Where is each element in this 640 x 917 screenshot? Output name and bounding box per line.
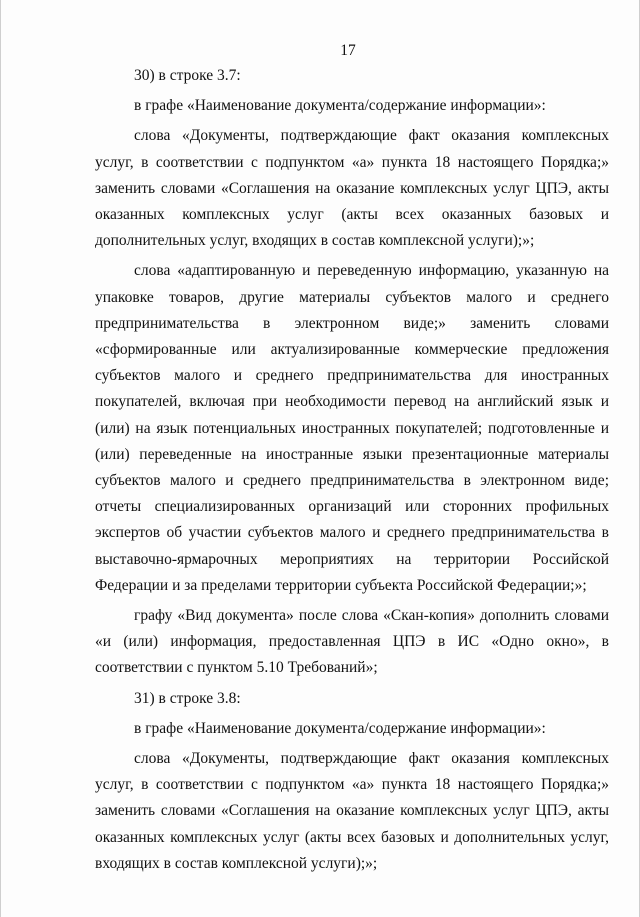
paragraph-item-30: 30) в строке 3.7:: [134, 67, 241, 84]
paragraph-replacement-3-7-b: слова «адаптированную и переведенную информацию, указанную на упаковке товаров, другие материалы субъектов малого и среднего предпринимательства в электронном виде;» заменить словами «сформированные или актуализированные коммерческие предложения субъектов малого и среднего предпринимательства для иностранных покупателей, включая при необходимости перевод на английский язык и (или) на язык потенциальных иностранных покупателей; подготовленные и (или) переведенные на иностранные языки презентационные материалы субъектов малого и среднего предпринимательства в электронном виде; отчеты специализированных организаций или сторонних профильных экспертов об участии субъектов малого и среднего предпринимательства в выставочно-ярмарочных мероприятиях на территории Российской Федерации и за пределами территории субъекта Российской Федерации;»;: [95, 262, 609, 594]
paragraph-replacement-3-7-a: слова «Документы, подтверждающие факт оказания комплексных услуг, в соответствии с подпунктом «а» пункта 18 настоящего Порядка;» заменить словами «Соглашения на оказание комплексных услуг ЦПЭ, акты оказанных комплексных услуг (акты всех оказанных базовых и дополнительных услуг, входящих в состав комплексной услуги);»;: [95, 127, 609, 250]
paragraph-column-header-3-8: в графе «Наименование документа/содержание информации»:: [134, 719, 546, 737]
page-number: 17: [340, 42, 356, 59]
paragraph-column-header-3-7: в графе «Наименование документа/содержание информации»:: [134, 97, 546, 115]
paragraph-document-type-3-7: графу «Вид документа» после слова «Скан-копия» дополнить словами «и (или) информация, предоставленная ЦПЭ в ИС «Одно окно», в соответствии с пунктом 5.10 Требований»;: [95, 607, 609, 677]
paragraph-replacement-3-8: слова «Документы, подтверждающие факт оказания комплексных услуг, в соответствии с подпунктом «а» пункта 18 настоящего Порядка;» заменить словами «Соглашения на оказание комплексных услуг ЦПЭ, акты оказанных комплексных услуг (акты всех базовых и дополнительных услуг, входящих в состав комплексной услуги);»;: [95, 750, 609, 872]
paragraph-item-31: 31) в строке 3.8:: [134, 689, 241, 707]
document-body: [95, 63, 609, 881]
